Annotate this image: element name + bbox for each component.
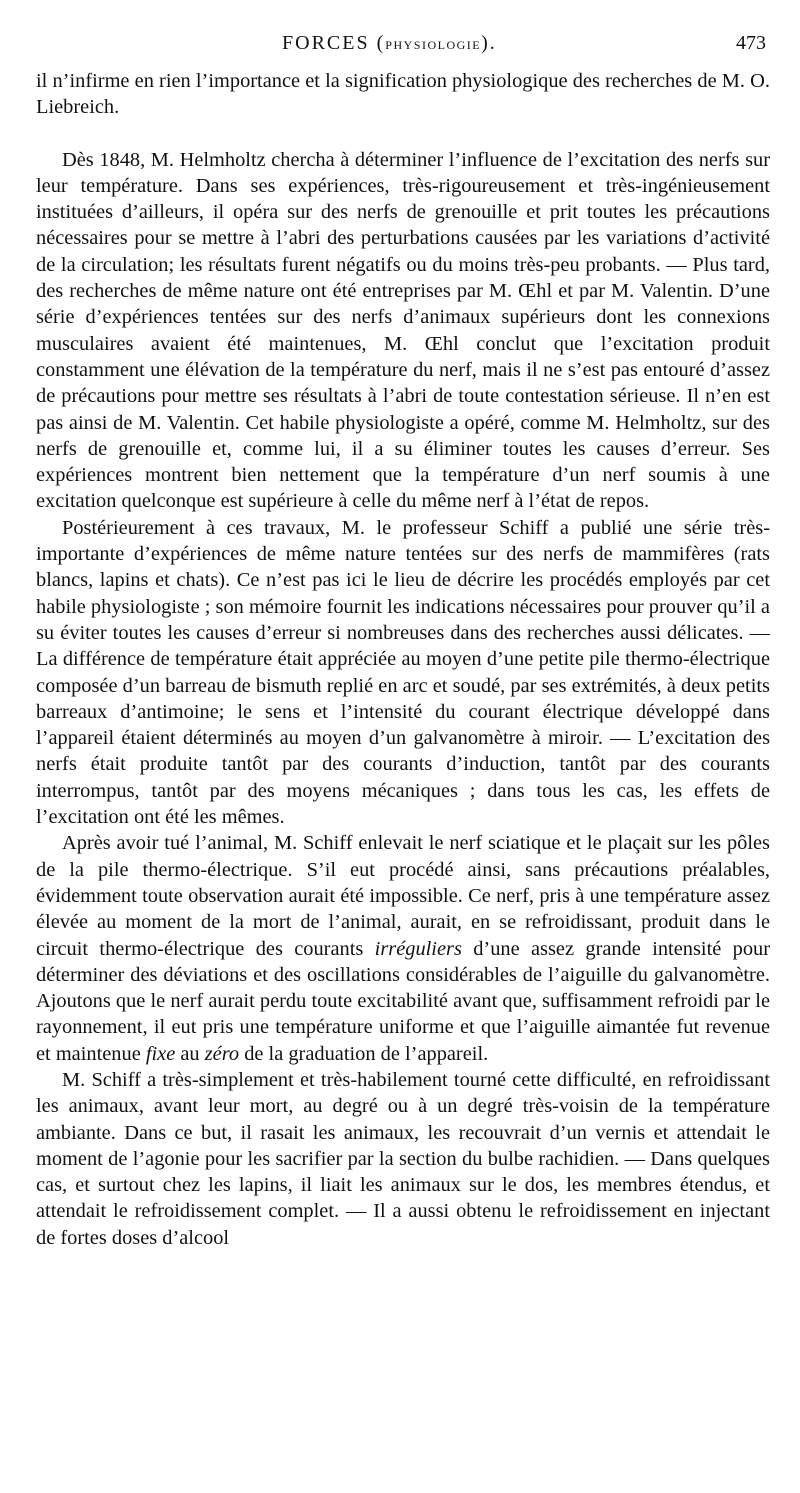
page-number: 473 [736, 32, 766, 54]
running-title-subtitle: PHYSIOLOGIE [385, 38, 482, 52]
page-header [0, 30, 800, 58]
text-span: au [175, 1042, 205, 1065]
paragraph-schiff-experiments: Postérieurement à ces travaux, M. le professeur Schiff a publié une série très-importante d’expériences de même nature tentées sur des nerfs de mammifères (rats blancs, lapins et chats). Ce n’est pas ici le lieu de décrire les procédés employés par cet habile physiologiste ; son mémoire fournit les indications nécessaires pour prouver qu’il a su éviter toutes les causes d’erreur si nombreuses dans des recherches aussi délicates. — La différence de température était appréciée au moyen d’une petite pile thermo-électrique composée d’un barreau de bismuth replié en arc et soudé, par ses extrémités, à deux petits barreaux d’antimoine; le sens et l’intensité du courant électrique développé dans l’appareil étaient déterminés au moyen d’un galvanomètre à miroir. — L’excitation des nerfs était produite tantôt par des courants d’induction, tantôt par des courants interrompus, tantôt par des moyens mécaniques ; dans tous les cas, les effets de l’excitation ont été les mêmes. [36, 516, 770, 829]
running-title-paren-open: ( [369, 32, 386, 54]
running-title-paren-close: ). [481, 32, 497, 54]
running-title-main: FORCES [282, 32, 370, 54]
text-span: d’une assez grande intensité pour déterminer des déviations et des oscillations considérables de l’aiguille du galvanomètre. Ajoutons que le nerf aurait perdu toute excitabilité avant que, suffisamment refroidi par le rayonnement, il eut pris une température uniforme et que l’aiguille aimantée fut revenue et maintenue [36, 937, 770, 1065]
paragraph-helmholtz: Dès 1848, M. Helmholtz chercha à déterminer l’influence de l’excitation des nerfs sur leur température. Dans ses expériences, très-rigoureusement et très-ingénieusement instituées d’ailleurs, il opéra sur des nerfs de grenouille et prit toutes les précautions nécessaires pour se mettre à l’abri des perturbations causées par les variations d’activité de la circulation; les résultats furent négatifs ou du moins très-peu probants. — Plus tard, des recherches de même nature ont été entreprises par M. Œhl et par M. Valentin. D’une série d’expériences tentées sur des nerfs d’animaux supérieurs dont les connexions musculaires avaient été maintenues, M. Œhl conclut que l’excitation produit constamment une élévation de la température du nerf, mais il ne s’est pas entouré d’assez de précautions pour mettre ses résultats à l’abri de toute contestation sérieuse. Il n’en est pas ainsi de M. Valentin. Cet habile physiologiste a opéré, comme M. Helmholtz, sur des nerfs de grenouille et, comme lui, il a su éliminer toutes les causes d’erreur. Ses expériences montrent bien nettement que la température d’un nerf soumis à une excitation quelconque est supérieure à celle du même nerf à l’état de repos. [36, 148, 770, 513]
italic-term-fixe: fixe [145, 1042, 176, 1065]
text-span: Après avoir tué l’animal, M. Schiff enlevait le nerf sciatique et le plaçait sur les pôles de la pile thermo-électrique. S’il eut procédé ainsi, sans précautions préalables, évidemment toute observation aurait été impossible. Ce nerf, pris à une température assez élevée au moment de la mort de l’animal, aurait, en se refroidissant, produit dans le circuit thermo-électrique des courants [36, 832, 770, 960]
page-body [36, 68, 770, 1251]
text-span: de la graduation de l’appareil. [239, 1042, 489, 1065]
paragraph-cooling-method: M. Schiff a très-simplement et très-habilement tourné cette difficulté, en refroidissant les animaux, avant leur mort, au degré ou à un degré très-voisin de la température ambiante. Dans ce but, il rasait les animaux, les recouvrait d’un vernis et attendait le moment de l’agonie pour les sacrifier par la section du bulbe rachidien. — Dans quelques cas, et surtout chez les lapins, il liait les animaux sur le dos, les membres étendus, et attendait le refroidissement complet. — Il a aussi obtenu le refroidissement en injectant de fortes doses d’alcool [36, 1068, 770, 1249]
running-title [282, 32, 497, 55]
paragraph-continuation: il n’infirme en rien l’importance et la signification physiologique des recherches de M. O. Liebreich. [36, 70, 770, 119]
italic-term-irreguliers: irréguliers [374, 937, 462, 960]
paragraph-sciatic-nerve [36, 830, 770, 1067]
italic-term-zero: zéro [204, 1042, 240, 1065]
